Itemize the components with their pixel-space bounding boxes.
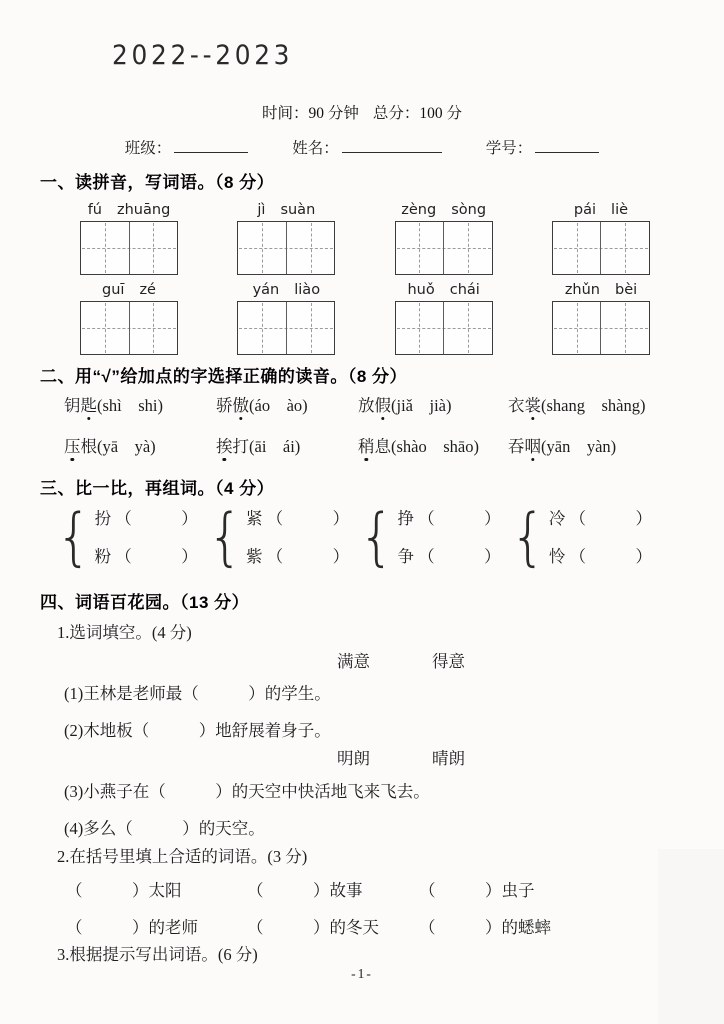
pinyin-writing-grids: [0, 202, 724, 355]
grid-cell: [286, 302, 335, 354]
answer-blank[interactable]: （ ）: [262, 547, 350, 566]
compare-line: [246, 538, 349, 576]
grid-cell: [396, 302, 444, 354]
writing-grid-box[interactable]: [395, 221, 493, 275]
answer-blank[interactable]: （ ）: [565, 509, 652, 528]
pinyin-box-unit: [395, 282, 493, 355]
pinyin-label: [552, 202, 650, 218]
compare-line: [549, 538, 652, 576]
pinyin-syllable-1: zèng: [401, 202, 437, 218]
compare-line: [246, 500, 349, 538]
pinyin-syllable-1: huǒ: [407, 282, 435, 298]
pronunciation-item: [216, 392, 358, 416]
pinyin-box-unit: [80, 282, 178, 355]
page-number: -1-: [351, 966, 373, 981]
name-blank-line[interactable]: [342, 139, 442, 153]
compare-group: [510, 500, 652, 576]
pinyin-syllable-2: bèi: [615, 282, 638, 298]
grid-dashed-vline: [577, 223, 578, 273]
sub-question-2-title: 2.在括号里填上合适的词语。(3 分): [57, 847, 308, 866]
grid-dashed-vline: [577, 303, 578, 353]
compare-pair: [246, 500, 349, 576]
pinyin-options: (āi ái): [249, 437, 301, 456]
student-id-blank-line[interactable]: [535, 139, 599, 153]
pinyin-options: (yā yà): [97, 437, 156, 456]
phrase-fill-item: （ ）虫子: [419, 881, 535, 900]
grid-cell: [238, 222, 286, 274]
dotted-word: [64, 437, 97, 456]
compare-char: 争: [397, 547, 414, 566]
pinyin-options: (shào shāo): [391, 437, 479, 456]
compare-line: [95, 500, 198, 538]
compare-char: 粉: [94, 547, 112, 566]
pronunciation-item: [358, 433, 508, 457]
student-id-label: 学号：: [485, 140, 533, 157]
compare-char: 紫: [246, 547, 263, 566]
compare-pair: [95, 500, 198, 576]
pinyin-box-unit: [552, 202, 650, 275]
word-char: 衣: [508, 396, 525, 415]
sub-question-1-title: 1.选词填空。(4 分): [57, 623, 192, 642]
pronunciation-item: [508, 433, 724, 457]
compare-line: [397, 500, 500, 538]
writing-grid-box[interactable]: [237, 221, 335, 275]
word-char: 息: [374, 437, 391, 456]
dotted-word: [508, 437, 541, 456]
student-id-field: [486, 136, 600, 158]
grid-cell: [553, 302, 601, 354]
pinyin-label: [395, 202, 493, 218]
section3-title: 三、比一比，再组词。（4 分）: [40, 479, 275, 498]
grid-cell: [600, 302, 649, 354]
grid-dashed-vline: [419, 223, 420, 273]
pinyin-label: [80, 282, 178, 298]
fill-in-sentence: (4)多么（ ）的天空。: [64, 819, 265, 838]
dotted-word: [508, 396, 541, 415]
compare-pair: [397, 500, 500, 576]
grid-dashed-vline: [153, 303, 154, 353]
phrase-fill-item: （ ）的冬天: [247, 918, 379, 937]
exam-meta-line: [0, 101, 724, 123]
school-year-title: 2022--2023: [112, 40, 294, 71]
dotted-char: 稍: [358, 433, 375, 457]
writing-grid-box[interactable]: [395, 301, 493, 355]
grid-cell: [81, 302, 129, 354]
total-value: 100 分: [419, 105, 463, 122]
compare-group: [207, 500, 349, 576]
compare-line: [95, 538, 198, 576]
writing-grid-box[interactable]: [552, 221, 650, 275]
pinyin-syllable-2: zé: [139, 282, 156, 298]
class-label: 班级：: [124, 140, 172, 157]
grid-dashed-vline: [262, 223, 263, 273]
phrase-fill-item: （ ）故事: [247, 881, 363, 900]
pinyin-syllable-2: chái: [449, 282, 480, 298]
phrase-fill-item: （ ）的老师: [66, 918, 198, 937]
word-char: 放: [358, 396, 375, 415]
section2-title: 二、用“√”给加点的字选择正确的读音。（8 分）: [40, 367, 408, 386]
dotted-char: 压: [64, 433, 81, 457]
time-value: 90 分钟: [308, 105, 359, 122]
pinyin-syllable-1: pái: [573, 202, 597, 218]
total-label: 总分：: [372, 105, 420, 122]
word-char: 骄: [216, 396, 233, 415]
word-char: 吞: [508, 437, 525, 456]
writing-grid-box[interactable]: [552, 301, 650, 355]
pinyin-syllable-1: yán: [252, 282, 280, 298]
dotted-char: 匙: [81, 392, 98, 416]
phrase-fill-row: [66, 914, 684, 938]
grid-cell: [81, 222, 129, 274]
grid-cell: [238, 302, 286, 354]
answer-blank[interactable]: （ ）: [565, 547, 652, 566]
fill-in-sentence: (1)王林是老师最（ ）的学生。: [64, 684, 331, 703]
answer-blank[interactable]: （ ）: [262, 509, 350, 528]
fill-in-items-2: [64, 778, 430, 839]
answer-blank[interactable]: （ ）: [111, 547, 198, 566]
grid-dashed-vline: [625, 223, 626, 273]
grid-dashed-vline: [153, 223, 154, 273]
pronunciation-item: [508, 392, 724, 416]
grid-dashed-vline: [105, 223, 106, 273]
grid-dashed-vline: [625, 303, 626, 353]
phrase-fill-item: （ ）太阳: [66, 881, 182, 900]
fill-in-sentence: (3)小燕子在（ ）的天空中快活地飞来飞去。: [64, 782, 430, 801]
dotted-word: [358, 437, 391, 456]
pinyin-syllable-1: zhǔn: [564, 282, 600, 298]
compare-group: [56, 500, 198, 576]
pinyin-label: [237, 202, 335, 218]
dotted-char: 咽: [525, 433, 542, 457]
grid-cell: [443, 222, 492, 274]
pinyin-label: [237, 282, 335, 298]
pronunciation-item: [358, 392, 508, 416]
phrase-fill-item: （ ）的蟋蟀: [419, 918, 551, 937]
pinyin-label: [552, 282, 650, 298]
grid-dashed-vline: [468, 303, 469, 353]
grid-dashed-vline: [468, 223, 469, 273]
pinyin-syllable-1: guī: [102, 282, 125, 298]
pinyin-box-unit: [395, 202, 493, 275]
grid-dashed-vline: [311, 223, 312, 273]
pinyin-syllable-2: suàn: [280, 202, 316, 218]
time-label: 时间：: [261, 105, 309, 122]
grid-dashed-vline: [105, 303, 106, 353]
dotted-char: 假: [375, 392, 392, 416]
left-brace: {: [358, 501, 395, 574]
compare-line: [549, 500, 652, 538]
dotted-word: [64, 396, 97, 415]
pronunciation-choice-list: [0, 392, 724, 457]
pinyin-options: (áo ào): [249, 396, 308, 415]
dotted-char: 傲: [233, 392, 250, 416]
compare-char: 冷: [548, 509, 566, 528]
grid-cell: [129, 222, 178, 274]
answer-blank[interactable]: （ ）: [413, 509, 501, 528]
pinyin-box-unit: [237, 202, 335, 275]
name-field: [292, 136, 442, 158]
writing-grid-box[interactable]: [80, 301, 178, 355]
phrase-fill-rows: [66, 877, 684, 938]
compare-line: [397, 538, 500, 576]
pinyin-label: [395, 282, 493, 298]
compare-word-groups: [0, 500, 724, 576]
grid-cell: [600, 222, 649, 274]
pinyin-syllable-2: zhuāng: [117, 202, 171, 218]
pronunciation-row: [64, 392, 724, 416]
answer-blank[interactable]: （ ）: [413, 547, 501, 566]
grid-dashed-vline: [419, 303, 420, 353]
class-field: [125, 136, 249, 158]
word-char: 打: [232, 437, 249, 456]
pinyin-options: (jiǎ jià): [391, 396, 452, 415]
sub-question-3-title: 3.根据提示写出词语。(6 分): [57, 945, 258, 964]
pinyin-label: [80, 202, 178, 218]
word-char: 根: [80, 437, 97, 456]
compare-char: 怜: [548, 547, 566, 566]
dotted-word: [216, 396, 249, 415]
fill-in-items-1: [64, 680, 331, 741]
fill-in-sentence: (2)木地板（ ）地舒展着身子。: [64, 721, 331, 740]
grid-cell: [443, 302, 492, 354]
dotted-word: [358, 396, 391, 415]
left-brace: {: [510, 501, 546, 574]
pronunciation-row: [64, 433, 724, 457]
writing-grid-box[interactable]: [237, 301, 335, 355]
pinyin-syllable-1: fú: [87, 202, 102, 218]
left-brace: {: [56, 501, 92, 574]
bank-word: 得意: [432, 652, 465, 671]
bank-word: 晴朗: [432, 749, 465, 768]
student-info-row: [0, 136, 724, 158]
grid-dashed-vline: [262, 303, 263, 353]
dotted-char: 裳: [525, 392, 542, 416]
pinyin-syllable-2: liào: [294, 282, 321, 298]
pinyin-box-row: [0, 282, 724, 355]
pronunciation-item: [216, 433, 358, 457]
dotted-word: [216, 437, 249, 456]
section1-title: 一、读拼音，写词语。（8 分）: [40, 173, 275, 192]
pinyin-syllable-2: sòng: [451, 202, 487, 218]
compare-char: 挣: [397, 509, 414, 528]
compare-pair: [549, 500, 652, 576]
left-brace: {: [207, 501, 244, 574]
pinyin-syllable-2: liè: [611, 202, 629, 218]
grid-cell: [129, 302, 178, 354]
grid-dashed-vline: [311, 303, 312, 353]
name-label: 姓名：: [292, 140, 339, 157]
phrase-fill-row: [66, 877, 684, 901]
pinyin-box-unit: [552, 282, 650, 355]
pronunciation-item: [64, 433, 216, 457]
word-char: 钥: [64, 396, 81, 415]
compare-char: 扮: [94, 509, 112, 528]
bank-word: 满意: [337, 652, 370, 671]
pinyin-box-unit: [80, 202, 178, 275]
word-bank-1: [337, 648, 465, 672]
pronunciation-item: [64, 392, 216, 416]
bank-word: 明朗: [337, 749, 370, 768]
grid-cell: [396, 222, 444, 274]
compare-group: [359, 500, 501, 576]
compare-char: 紧: [246, 509, 263, 528]
answer-blank[interactable]: （ ）: [111, 509, 198, 528]
pinyin-options: (shì shi): [97, 396, 163, 415]
grid-cell: [286, 222, 335, 274]
grid-cell: [553, 222, 601, 274]
pinyin-options: (yān yàn): [541, 437, 617, 456]
writing-grid-box[interactable]: [80, 221, 178, 275]
pinyin-box-unit: [237, 282, 335, 355]
pinyin-box-row: [0, 202, 724, 275]
dotted-char: 挨: [216, 433, 233, 457]
pinyin-syllable-1: jì: [257, 202, 266, 218]
class-blank-line[interactable]: [174, 139, 248, 153]
word-bank-2: [337, 745, 465, 769]
pinyin-options: (shang shàng): [541, 396, 646, 415]
section4-title: 四、词语百花园。（13 分）: [40, 593, 250, 612]
